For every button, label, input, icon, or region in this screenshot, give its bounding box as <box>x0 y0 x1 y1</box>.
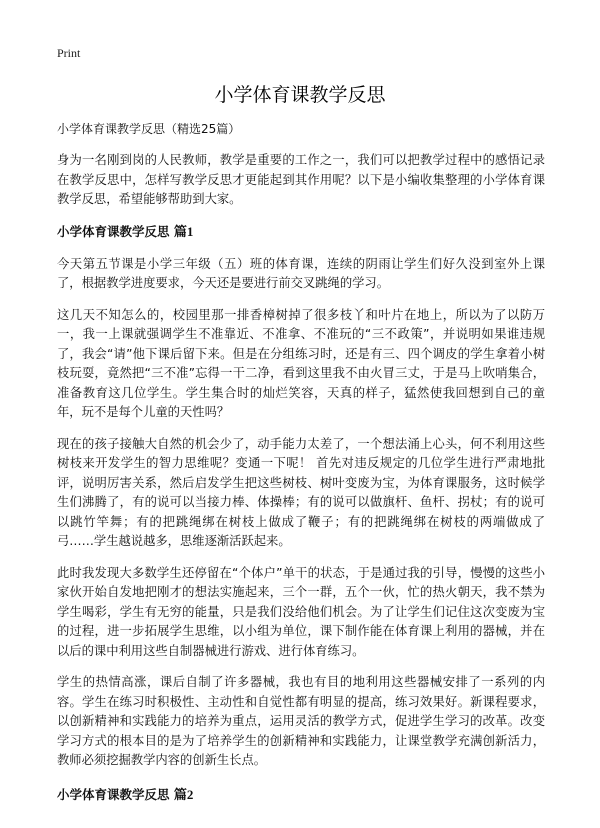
section-heading-text: 小学体育课教学反思 <box>57 786 170 802</box>
body-paragraph: 现在的孩子接触大自然的机会少了，动手能力太差了，一个想法涌上心头，何不利用这些树枝来开发学生的智力思维呢？变通一下呢！ 首先对违反规定的几位学生进行严肃地批评，说明厉害关系，然后启发学生把这些树枝、树叶变废为宝，为体育课服务，这时候学生们沸腾了，有的说可以当接力棒、体操棒；有的说可以做旗杆、鱼杆、拐杖；有的说可以跳竹竿舞；有的把跳绳绑在树枝上做成了鞭子；有的把跳绳绑在树枝的两端做成了弓……学生越说越多，思维逐渐活跃起来。 <box>57 436 545 548</box>
section-heading-text: 小学体育课教学反思 <box>57 223 170 239</box>
body-paragraph: 此时我发现大多数学生还停留在“个体户”单干的状态，于是通过我的引导，慢慢的这些小家伙开始自发地把刚才的想法实施起来，三个一群，五个一伙，忙的热火朝天，我不禁为学生喝彩，学生有无穷的能量，只是我们没给他们机会。为了让学生们记住这次变废为宝的过程，进一步拓展学生思维，以小组为单位，课下制作能在体育课上利用的器械，并在以后的课中利用这些自制器械进行游戏、进行体育练习。 <box>57 565 545 658</box>
document-subtitle: 小学体育课教学反思（精选25篇） <box>57 122 241 136</box>
section-heading <box>57 785 545 804</box>
section-heading-number: 篇1 <box>173 223 194 239</box>
section-heading <box>57 222 545 241</box>
document-body <box>57 120 545 818</box>
print-link[interactable]: Print <box>57 46 81 60</box>
body-paragraph: 这几天不知怎么的，校园里那一排香樟树掉了很多枝丫和叶片在地上，所以为了以防万一，我一上课就强调学生不准靠近、不准拿、不准玩的“三不政策”，并说明如果谁违规了，我会“请”他下课后留下来。但是在分组练习时，还是有三、四个调皮的学生拿着小树枝玩耍，竟然把“三不准”忘得一干二净，看到这里我不由火冒三丈，于是马上吹哨集合，准备教育这几位学生。学生集合时的灿烂笑容，天真的样子，猛然使我回想到自己的童年，玩不是每个儿童的天性吗？ <box>57 307 545 419</box>
body-paragraph: 学生的热情高涨，课后自制了许多器械，我也有目的地利用这些器械安排了一系列的内容。学生在练习时积极性、主动性和自觉性都有明显的提高，练习效果好。新课程要求，以创新精神和实践能力的培养为重点，运用灵活的教学方式，促进学生学习的改革。改变学习方式的根本目的是为了培养学生的创新精神和实践能力，让课堂教学充满创新活力，教师必须挖掘教学内容的创新生长点。 <box>57 675 545 767</box>
document-title: 小学体育课教学反思 <box>214 84 386 106</box>
section-heading-number: 篇2 <box>173 786 194 802</box>
body-paragraph: 今天第五节课是小学三年级（五）班的体育课，连续的阴雨让学生们好久没到室外上课了，根据教学进度要求，今天还是要进行前交叉跳绳的学习。 <box>57 256 545 290</box>
intro-paragraph: 身为一名刚到岗的人民教师，教学是重要的工作之一，我们可以把教学过程中的感悟记录在教学反思中，怎样写教学反思才更能起到其作用呢？以下是小编收集整理的小学体育课教学反思，希望能够帮助到大家。 <box>57 153 545 206</box>
